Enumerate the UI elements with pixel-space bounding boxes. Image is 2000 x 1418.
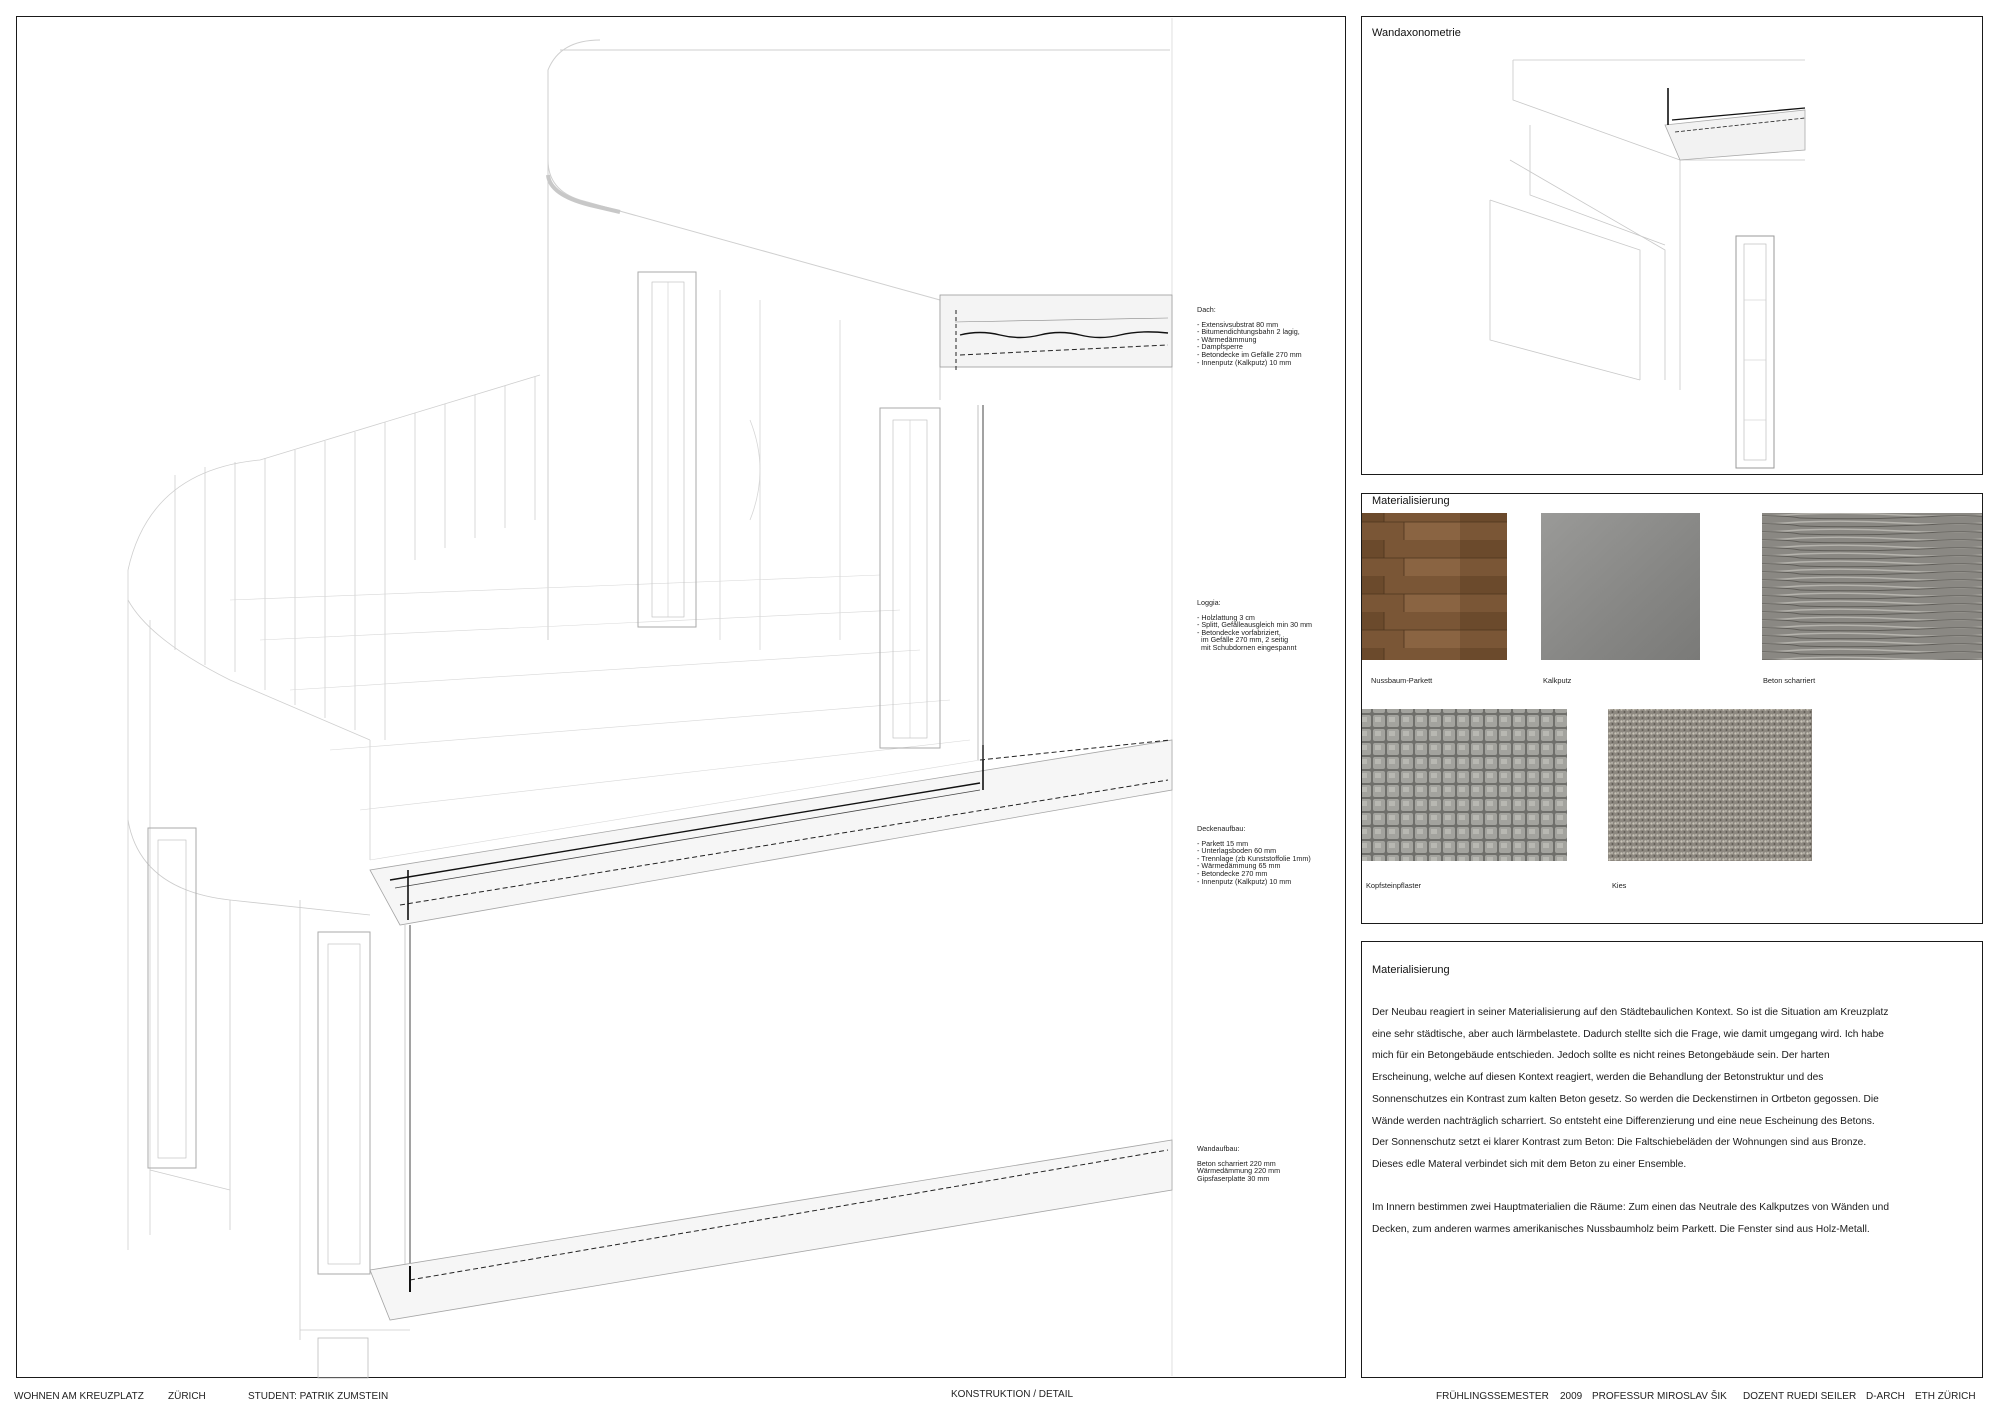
footer-project: WOHNEN AM KREUZPLATZ [14, 1391, 144, 1402]
note-deckenaufbau-heading: Deckenaufbau: [1197, 824, 1246, 833]
note-line: - Extensivsubstrat 80 mm [1197, 319, 1279, 329]
wall-axonometry-panel [1361, 16, 1983, 475]
swatch-label-kies: Kies [1612, 881, 1627, 890]
footer-school: ETH ZÜRICH [1915, 1391, 1976, 1402]
note-line: - Betondecke 270 mm [1197, 868, 1268, 878]
note-line: - Wärmedämmung [1197, 334, 1257, 344]
axonometry-title: Wandaxonometrie [1372, 27, 1461, 39]
note-line: - Betondecke vorfabriziert, [1197, 627, 1281, 637]
swatch-label-kopfsteinpflaster: Kopfsteinpflaster [1366, 881, 1422, 890]
paragraph-line: Dieses edle Materal verbindet sich mit dem Beton zu einer Ensemble. [1372, 1158, 1687, 1170]
materials-title: Materialisierung [1372, 495, 1450, 507]
note-wandaufbau [1197, 1145, 1280, 1182]
swatch-label-beton-scharriert: Beton scharriert [1763, 676, 1816, 685]
lower-floor-volume [128, 820, 370, 1340]
paragraph-line: Decken, zum anderen warmes amerikanisches Nussbaumholz beim Parkett. Die Fenster sind aus Holz-Metall. [1372, 1223, 1870, 1235]
note-line: - Wärmedämmung 65 mm [1197, 861, 1281, 871]
materials-panel [1361, 493, 1983, 924]
note-line: Wärmedämmung 220 mm [1197, 1166, 1281, 1176]
description-paragraph-1 [1372, 1002, 1932, 1176]
note-line: - Dampfsperre [1197, 342, 1243, 352]
note-loggia-heading: Loggia: [1197, 598, 1221, 607]
note-line: - Bitumendichtungsbahn 2 lagig, [1197, 327, 1300, 337]
footer-year: 2009 [1560, 1391, 1583, 1402]
footer-lecturer: DOZENT RUEDI SEILER [1743, 1391, 1857, 1402]
upper-window-left [638, 272, 696, 627]
paragraph-line: Der Sonnenschutz setzt ei klarer Kontrast zum Beton: Die Faltschiebeläden der Wohnungen sind aus Bronze. [1372, 1137, 1867, 1149]
paragraph-line: Sonnenschutzes ein Kontrast zum kalten Beton gesetz. So werden die Deckenstirnen in Ortbeton gegossen. Die [1372, 1093, 1879, 1105]
note-line: im Gefälle 270 mm, 2 seitig [1197, 635, 1289, 645]
footer-student: STUDENT: PATRIK ZUMSTEIN [248, 1391, 389, 1402]
loggia-railing [128, 375, 540, 1250]
description-title: Materialisierung [1372, 964, 1450, 976]
floor-slab-section [370, 405, 1172, 925]
note-wandaufbau-heading: Wandaufbau: [1197, 1144, 1240, 1153]
note-line: - Holzlattung 3 cm [1197, 612, 1255, 622]
note-line: - Innenputz (Kalkputz) 10 mm [1197, 876, 1292, 886]
note-dach [1197, 306, 1302, 366]
lower-window-right [318, 932, 370, 1274]
description-paragraph-2 [1372, 1197, 1932, 1240]
note-line: - Splitt, Gefälleausgleich min 30 mm [1197, 620, 1313, 630]
paragraph-line: eine sehr städtische, aber auch lärmbelastete. Dadurch stellte sich die Frage, wie damit umgegang wird. Ich habe [1372, 1028, 1884, 1040]
footer-sheet-title: KONSTRUKTION / DETAIL [951, 1389, 1074, 1400]
note-line: - Innenputz (Kalkputz) 10 mm [1197, 357, 1292, 367]
note-line: - Parkett 15 mm [1197, 838, 1249, 848]
lower-slab-section [370, 1140, 1172, 1320]
footer-professor: PROFESSUR MIROSLAV ŠIK [1592, 1391, 1727, 1402]
paragraph-line: Der Neubau reagiert in seiner Materialisierung auf den Städtebaulichen Kontext. So ist die Situation am Kreuzplatz [1372, 1007, 1889, 1018]
note-line: Gipsfaserplatte 30 mm [1197, 1173, 1270, 1183]
paragraph-line: Im Innern bestimmen zwei Hauptmaterialien die Räume: Zum einen das Neutrale des Kalkputzes von Wänden und [1372, 1202, 1890, 1213]
footer-department: D-ARCH [1866, 1391, 1905, 1402]
note-deckenaufbau [1197, 825, 1311, 885]
upper-window-right [880, 408, 940, 748]
note-dach-heading: Dach: [1197, 305, 1216, 314]
footer-city: ZÜRICH [168, 1391, 206, 1402]
paragraph-line: Wände werden nachträglich scharriert. So entsteht eine Differenzierung und eine neue Escheinung des Betons. [1372, 1115, 1875, 1127]
note-line: mit Schubdornen eingespannt [1197, 642, 1297, 652]
note-line: - Trennlage (zb Kunststoffolie 1mm) [1197, 853, 1311, 863]
roof-slab-section [940, 295, 1172, 370]
swatch-label-kalkputz: Kalkputz [1543, 676, 1572, 685]
note-loggia [1197, 599, 1312, 652]
lower-window-left [148, 828, 196, 1168]
description-panel [1361, 941, 1983, 1378]
paragraph-line: mich für ein Betongebäude entschieden. Jedoch sollte es nicht reines Betongebäude sein. Der harten [1372, 1050, 1830, 1062]
paragraph-line: Erscheinung, welche auf diesen Kontext reagiert, werden die Behandlung der Betonstruktur und des [1372, 1072, 1824, 1084]
swatch-label-nussbaum-parkett: Nussbaum-Parkett [1371, 676, 1433, 685]
footer-semester: FRÜHLINGSSEMESTER [1436, 1391, 1549, 1402]
note-line: - Unterlagsboden 60 mm [1197, 846, 1277, 856]
note-line: Beton scharriert 220 mm [1197, 1158, 1276, 1168]
note-line: - Betondecke im Gefälle 270 mm [1197, 349, 1302, 359]
